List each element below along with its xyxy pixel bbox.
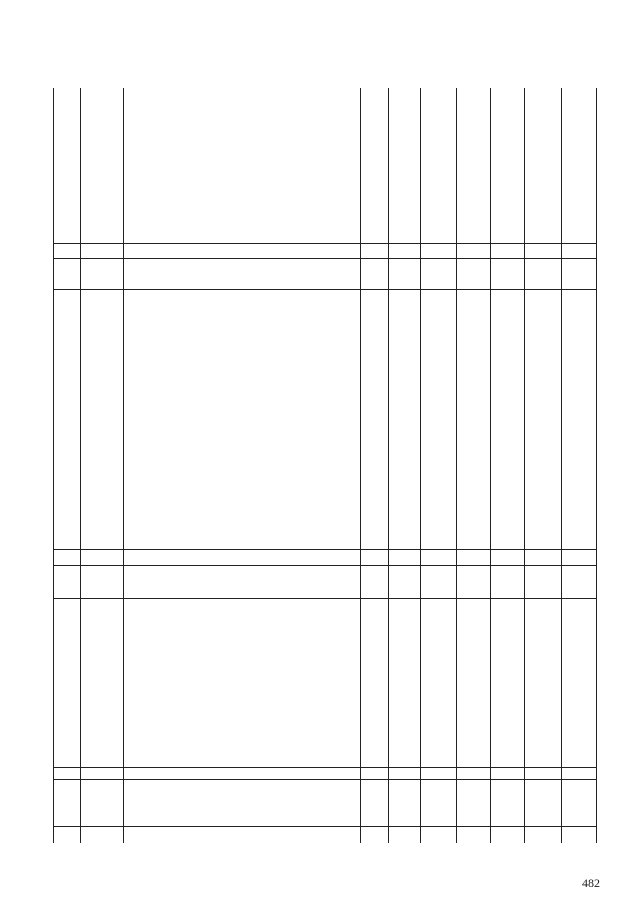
- column-rule: [420, 88, 421, 843]
- row-rule: [53, 826, 597, 827]
- column-rule: [53, 88, 54, 843]
- row-rule: [53, 779, 597, 780]
- column-rule: [80, 88, 81, 843]
- row-rule: [53, 598, 597, 599]
- column-rule: [561, 88, 562, 843]
- page-number: 482: [582, 876, 600, 890]
- column-rule: [456, 88, 457, 843]
- row-rule: [53, 258, 597, 259]
- column-rule: [596, 88, 597, 843]
- column-rule: [123, 88, 124, 843]
- row-rule: [53, 767, 597, 768]
- column-rule: [490, 88, 491, 843]
- row-rule: [53, 243, 597, 244]
- column-rule: [388, 88, 389, 843]
- column-rule: [524, 88, 525, 843]
- column-rule: [360, 88, 361, 843]
- row-rule: [53, 289, 597, 290]
- row-rule: [53, 549, 597, 550]
- row-rule: [53, 565, 597, 566]
